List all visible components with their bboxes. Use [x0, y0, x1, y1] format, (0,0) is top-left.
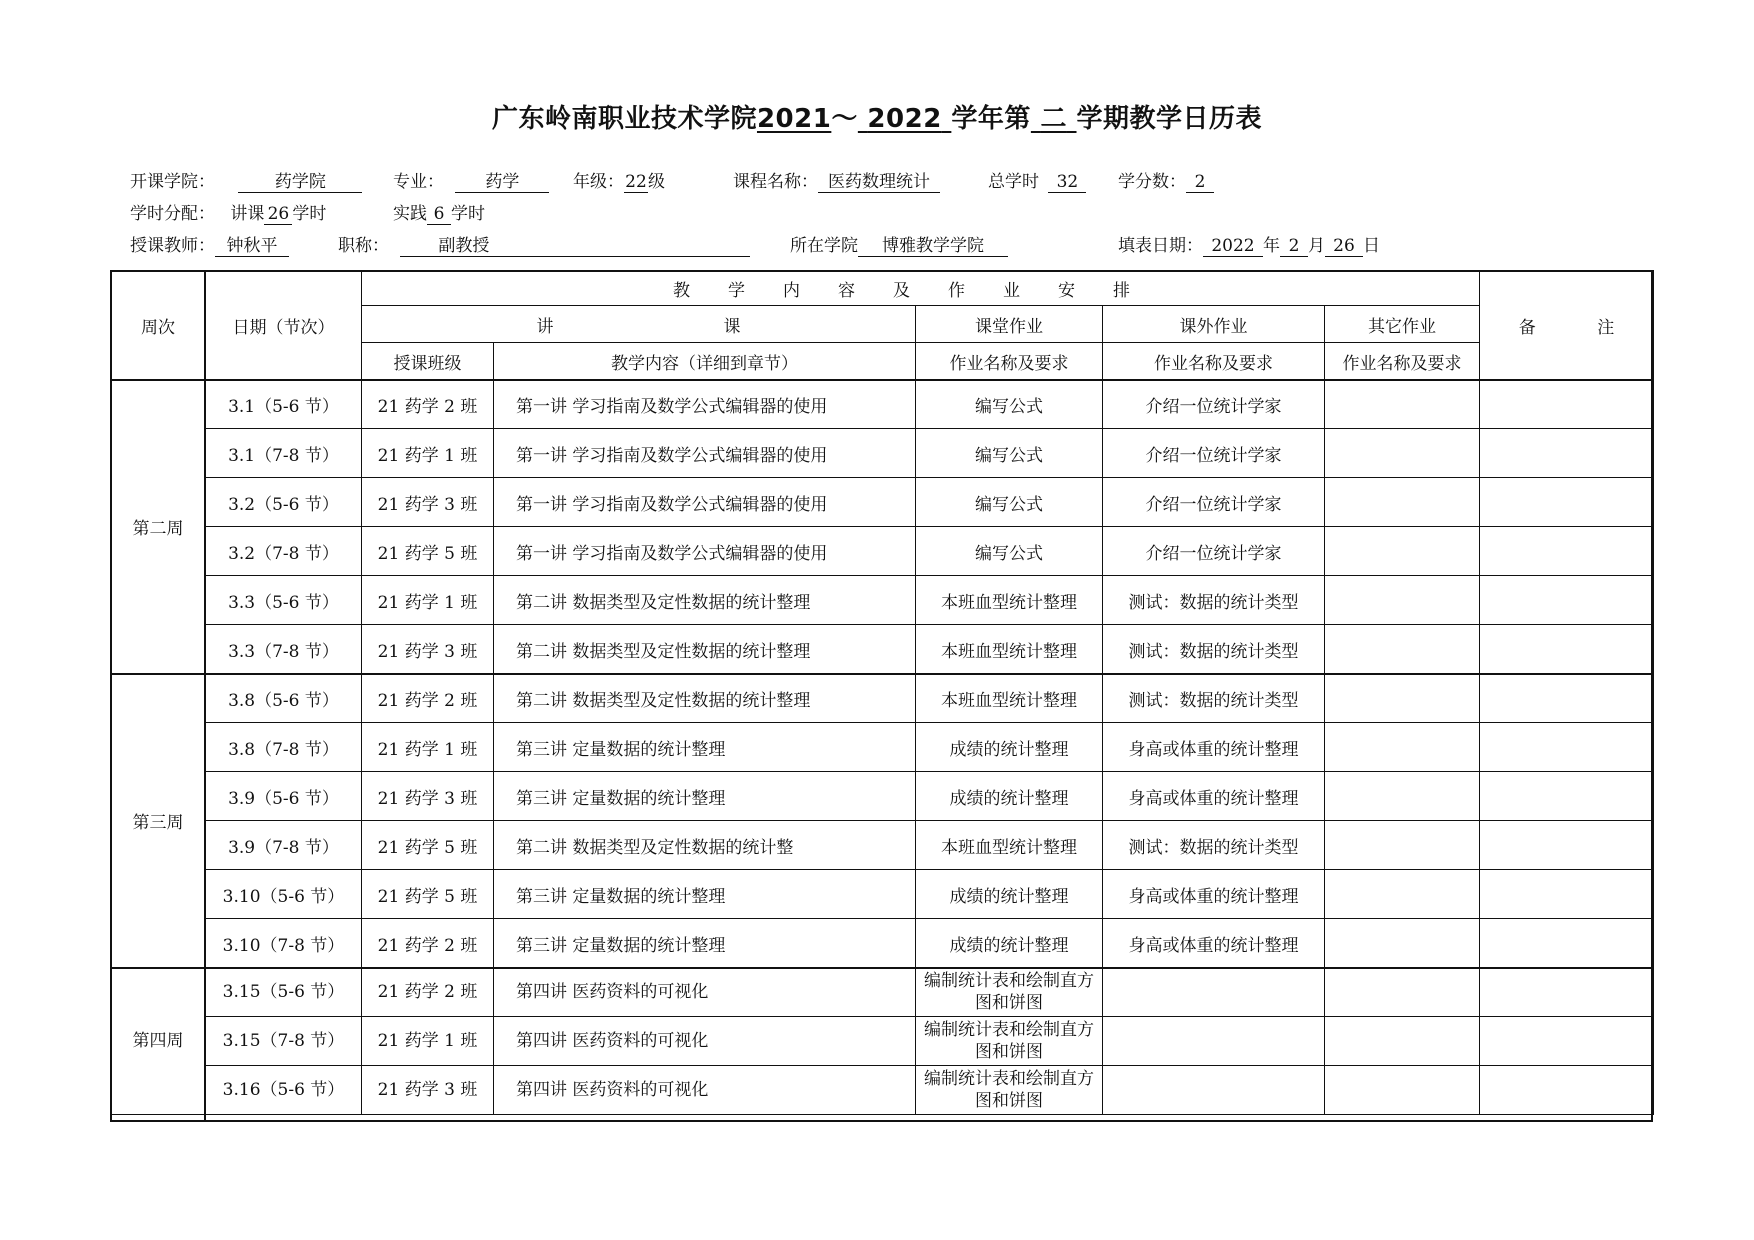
remark-cell: [1480, 968, 1654, 1017]
grade-label: 年级：: [573, 172, 624, 192]
hours-label: 总学时: [988, 172, 1039, 192]
content-cell: 第一讲 学习指南及数学公式编辑器的使用: [494, 380, 916, 429]
date-month: 2: [1280, 236, 1308, 257]
other-homework-cell: [1325, 429, 1480, 478]
date-cell: 3.10（5-6 节）: [206, 870, 362, 919]
out-homework-cell: 测试：数据的统计类型: [1103, 821, 1325, 870]
date-cell: 3.1（5-6 节）: [206, 380, 362, 429]
hours-group: [988, 167, 1086, 193]
other-homework-cell: [1325, 821, 1480, 870]
header-arrangement-text: 教学内容及作业安排: [673, 280, 1168, 301]
practice-label: 实践: [393, 204, 427, 224]
date-cell: 3.16（5-6 节）: [206, 1066, 362, 1115]
out-homework-cell: [1103, 1017, 1325, 1066]
title-year-start: 2021: [756, 104, 832, 134]
remark-cell: [1480, 919, 1654, 968]
remark-cell: [1480, 870, 1654, 919]
out-homework-cell: 测试：数据的统计类型: [1103, 625, 1325, 674]
lecture-unit: 学时: [292, 204, 327, 224]
header-remark-text: 备 注: [1518, 317, 1643, 338]
content-cell: 第三讲 定量数据的统计整理: [494, 919, 916, 968]
major-group: [393, 167, 549, 193]
date-cell: 3.9（5-6 节）: [206, 772, 362, 821]
class-homework-cell: 本班血型统计整理: [916, 674, 1103, 723]
out-homework-cell: 介绍一位统计学家: [1103, 429, 1325, 478]
header-hw-name: 作业名称及要求: [1103, 343, 1325, 380]
teacher-label: 授课教师：: [130, 236, 215, 256]
date-cell: 3.2（7-8 节）: [206, 527, 362, 576]
class-cell: 21 药学 2 班: [362, 968, 494, 1017]
other-homework-cell: [1325, 723, 1480, 772]
class-homework-cell: 成绩的统计整理: [916, 870, 1103, 919]
class-cell: 21 药学 1 班: [362, 1017, 494, 1066]
table-row: [111, 576, 1654, 625]
grade-value: 22: [625, 172, 647, 192]
class-homework-cell: 成绩的统计整理: [916, 919, 1103, 968]
divider: [204, 270, 206, 1122]
content-cell: 第四讲 医药资料的可视化: [494, 1017, 916, 1066]
header-content: 教学内容（详细到章节）: [494, 343, 916, 380]
class-homework-cell: 编写公式: [916, 429, 1103, 478]
date-label: 填表日期：: [1118, 236, 1203, 256]
week-cell: 第三周: [111, 674, 206, 968]
practice-group: [393, 199, 485, 225]
table-row: [111, 919, 1654, 968]
class-homework-cell: 编写公式: [916, 527, 1103, 576]
other-homework-cell: [1325, 576, 1480, 625]
other-homework-cell: [1325, 478, 1480, 527]
table-row: [111, 429, 1654, 478]
class-homework-cell: 本班血型统计整理: [916, 821, 1103, 870]
header-remark: [1480, 271, 1654, 380]
major-value: 药学: [455, 172, 549, 193]
title-mid: 学年第: [951, 104, 1031, 134]
remark-cell: [1480, 478, 1654, 527]
remark-cell: [1480, 625, 1654, 674]
class-cell: 21 药学 2 班: [362, 919, 494, 968]
title-term: 二: [1040, 104, 1067, 134]
title-suffix: 学期教学日历表: [1076, 104, 1263, 134]
lecture-label: 讲课: [230, 204, 265, 224]
class-cell: 21 药学 5 班: [362, 870, 494, 919]
date-cell: 3.15（5-6 节）: [206, 968, 362, 1017]
credit-value: 2: [1186, 172, 1214, 193]
remark-cell: [1480, 674, 1654, 723]
other-homework-cell: [1325, 870, 1480, 919]
out-homework-cell: 身高或体重的统计整理: [1103, 772, 1325, 821]
alloc-group: [130, 199, 326, 225]
dept-group: [790, 231, 1008, 257]
content-cell: 第四讲 医药资料的可视化: [494, 1066, 916, 1115]
class-cell: 21 药学 5 班: [362, 821, 494, 870]
course-label: 课程名称：: [733, 172, 818, 192]
content-cell: 第一讲 学习指南及数学公式编辑器的使用: [494, 527, 916, 576]
date-cell: 3.8（7-8 节）: [206, 723, 362, 772]
class-cell: 21 药学 1 班: [362, 723, 494, 772]
class-homework-cell: 成绩的统计整理: [916, 772, 1103, 821]
title-prefix: 广东岭南职业技术学院: [491, 104, 757, 134]
out-homework-cell: 介绍一位统计学家: [1103, 478, 1325, 527]
header-class: 授课班级: [362, 343, 494, 380]
content-cell: 第一讲 学习指南及数学公式编辑器的使用: [494, 429, 916, 478]
grade-group: [573, 167, 665, 193]
date-day: 26: [1325, 236, 1363, 257]
date-cell: 3.1（7-8 节）: [206, 429, 362, 478]
table-row: [111, 527, 1654, 576]
date-year: 2022: [1203, 236, 1263, 257]
content-cell: 第二讲 数据类型及定性数据的统计整理: [494, 576, 916, 625]
class-cell: 21 药学 1 班: [362, 576, 494, 625]
other-homework-cell: [1325, 1066, 1480, 1115]
content-cell: 第三讲 定量数据的统计整理: [494, 723, 916, 772]
content-cell: 第三讲 定量数据的统计整理: [494, 772, 916, 821]
practice-hours: 6: [427, 204, 451, 225]
content-cell: 第三讲 定量数据的统计整理: [494, 870, 916, 919]
out-homework-cell: 测试：数据的统计类型: [1103, 576, 1325, 625]
date-cell: 3.3（5-6 节）: [206, 576, 362, 625]
other-homework-cell: [1325, 380, 1480, 429]
class-homework-cell: 本班血型统计整理: [916, 625, 1103, 674]
title-year-end: 2022: [867, 104, 942, 134]
date-day-unit: 日: [1363, 236, 1380, 256]
info-line-1: [130, 167, 362, 193]
class-cell: 21 药学 5 班: [362, 527, 494, 576]
rank-label: 职称：: [338, 236, 389, 256]
class-cell: 21 药学 3 班: [362, 478, 494, 527]
divider: [110, 967, 1653, 969]
content-cell: 第二讲 数据类型及定性数据的统计整: [494, 821, 916, 870]
class-cell: 21 药学 3 班: [362, 772, 494, 821]
header-arrangement: [362, 271, 1480, 306]
other-homework-cell: [1325, 674, 1480, 723]
other-homework-cell: [1325, 772, 1480, 821]
date-month-unit: 月: [1308, 236, 1325, 256]
remark-cell: [1480, 527, 1654, 576]
header-week: 周次: [111, 271, 206, 380]
credit-label: 学分数：: [1118, 172, 1186, 192]
remark-cell: [1480, 821, 1654, 870]
header-hw-name: 作业名称及要求: [1325, 343, 1480, 380]
grade-unit: 级: [648, 172, 665, 192]
calendar-table: [110, 270, 1654, 1115]
week-cell: 第四周: [111, 968, 206, 1115]
fill-date-group: [1118, 231, 1380, 257]
dept-label: 所在学院: [790, 236, 858, 256]
course-group: [733, 167, 940, 193]
header-class-homework: 课堂作业: [916, 306, 1103, 343]
table-row: [111, 1017, 1654, 1066]
header-lecture-right: 课: [723, 316, 741, 337]
content-cell: 第二讲 数据类型及定性数据的统计整理: [494, 674, 916, 723]
remark-cell: [1480, 1066, 1654, 1115]
other-homework-cell: [1325, 527, 1480, 576]
class-cell: 21 药学 2 班: [362, 380, 494, 429]
class-cell: 21 药学 3 班: [362, 1066, 494, 1115]
out-homework-cell: 介绍一位统计学家: [1103, 527, 1325, 576]
week-cell: 第二周: [111, 380, 206, 674]
remark-cell: [1480, 723, 1654, 772]
content-cell: 第四讲 医药资料的可视化: [494, 968, 916, 1017]
table-row: [111, 821, 1654, 870]
course-value: 医药数理统计: [818, 172, 940, 193]
remark-cell: [1480, 576, 1654, 625]
college-value: 药学院: [238, 172, 362, 193]
table-row: [111, 1066, 1654, 1115]
rank-group: [338, 231, 750, 257]
rank-underline: [400, 236, 750, 257]
date-cell: 3.8（5-6 节）: [206, 674, 362, 723]
practice-unit: 学时: [451, 204, 485, 224]
lecture-hours: 26: [264, 204, 292, 225]
table-row: [111, 674, 1654, 723]
table-row: [111, 478, 1654, 527]
table-row: [111, 968, 1654, 1017]
table-row: [111, 723, 1654, 772]
credit-group: [1118, 167, 1214, 193]
alloc-label: 学时分配：: [130, 204, 215, 224]
college-label: 开课学院：: [130, 172, 215, 192]
out-homework-cell: 身高或体重的统计整理: [1103, 870, 1325, 919]
date-cell: 3.3（7-8 节）: [206, 625, 362, 674]
class-cell: 21 药学 1 班: [362, 429, 494, 478]
remark-cell: [1480, 1017, 1654, 1066]
out-homework-cell: [1103, 968, 1325, 1017]
table-body: [111, 380, 1654, 1115]
divider: [110, 379, 1653, 381]
teacher-group: [130, 231, 289, 257]
remark-cell: [1480, 380, 1654, 429]
content-cell: 第一讲 学习指南及数学公式编辑器的使用: [494, 478, 916, 527]
class-homework-cell: 编写公式: [916, 380, 1103, 429]
other-homework-cell: [1325, 919, 1480, 968]
class-cell: 21 药学 3 班: [362, 625, 494, 674]
table-row: [111, 380, 1654, 429]
content-cell: 第二讲 数据类型及定性数据的统计整理: [494, 625, 916, 674]
class-homework-cell: 成绩的统计整理: [916, 723, 1103, 772]
out-homework-cell: 测试：数据的统计类型: [1103, 674, 1325, 723]
class-homework-cell: 编制统计表和绘制直方图和饼图: [916, 1066, 1103, 1115]
teacher-value: 钟秋平: [215, 236, 289, 257]
out-homework-cell: [1103, 1066, 1325, 1115]
date-cell: 3.2（5-6 节）: [206, 478, 362, 527]
other-homework-cell: [1325, 968, 1480, 1017]
table-row: [111, 772, 1654, 821]
rank-value: 副教授: [438, 236, 490, 256]
remark-cell: [1480, 772, 1654, 821]
header-lecture: [362, 306, 916, 343]
class-homework-cell: 编制统计表和绘制直方图和饼图: [916, 968, 1103, 1017]
out-homework-cell: 介绍一位统计学家: [1103, 380, 1325, 429]
table-row: [111, 625, 1654, 674]
table-row: [111, 870, 1654, 919]
date-year-unit: 年: [1263, 236, 1280, 256]
class-cell: 21 药学 2 班: [362, 674, 494, 723]
class-homework-cell: 编写公式: [916, 478, 1103, 527]
header-other-homework: 其它作业: [1325, 306, 1480, 343]
out-homework-cell: 身高或体重的统计整理: [1103, 723, 1325, 772]
date-cell: 3.10（7-8 节）: [206, 919, 362, 968]
class-homework-cell: 编制统计表和绘制直方图和饼图: [916, 1017, 1103, 1066]
out-homework-cell: 身高或体重的统计整理: [1103, 919, 1325, 968]
header-date: 日期（节次）: [206, 271, 362, 380]
divider: [110, 673, 1653, 675]
hours-value: 32: [1048, 172, 1086, 193]
other-homework-cell: [1325, 625, 1480, 674]
dept-value: 博雅教学学院: [858, 236, 1008, 257]
class-homework-cell: 本班血型统计整理: [916, 576, 1103, 625]
header-out-homework: 课外作业: [1103, 306, 1325, 343]
header-lecture-left: 讲: [536, 316, 554, 337]
date-cell: 3.15（7-8 节）: [206, 1017, 362, 1066]
other-homework-cell: [1325, 1017, 1480, 1066]
remark-cell: [1480, 429, 1654, 478]
date-cell: 3.9（7-8 节）: [206, 821, 362, 870]
page-title: [0, 98, 1754, 135]
major-label: 专业：: [393, 172, 444, 192]
header-hw-name: 作业名称及要求: [916, 343, 1103, 380]
title-sep: ～: [831, 104, 858, 134]
